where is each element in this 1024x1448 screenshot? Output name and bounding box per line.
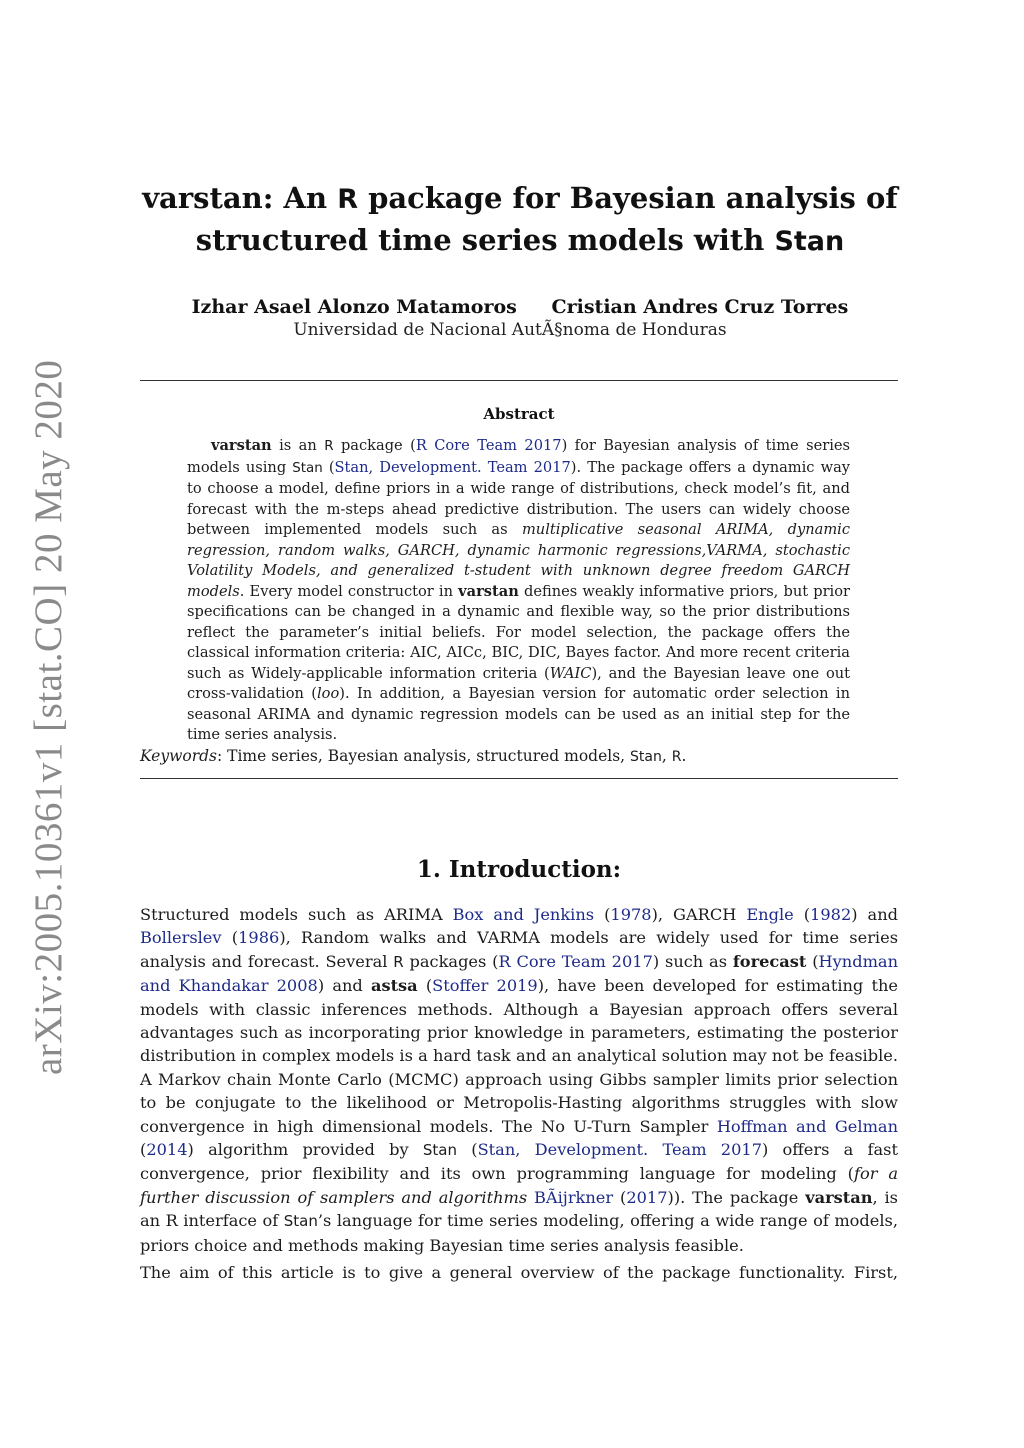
package-name: varstan bbox=[458, 582, 519, 600]
author-name: Cristian Andres Cruz Torres bbox=[551, 296, 849, 318]
citation-link[interactable]: R Core Team 2017 bbox=[415, 437, 562, 454]
abstract-text: varstan is an R package (R Core Team 2017) for Bayesian analysis of time series models using Stan (Stan, Development. Team 2017). The package offers a dynamic way to choose a model, define priors in a wide range of distributions, check model’s fit, and forecast with the m-steps ahead predictive distribution. The users can widely choose between implemented models such as multiplicative seasonal ARIMA, dynamic regression, random walks, GARCH, dynamic harmonic regressions,VARMA, stochastic Volatility Models, and generalized t-student with unknown degree freedom GARCH models. Every model constructor in varstan defines weakly informative priors, but prior specifications can be changed in a dynamic and flexible way, so the prior distributions reflect the parameter’s initial beliefs. For model selection, the package offers the classical information criteria: AIC, AICc, BIC, DIC, Bayes factor. And more recent criteria such as Widely-applicable information criteria (WAIC), and the Bayesian leave one out cross-validation (loo). In addition, a Bayesian version for automatic order selection in seasonal ARIMA and dynamic regression models can be used as an initial step for the time series analysis. bbox=[187, 437, 851, 743]
citation-link[interactable]: 1978 bbox=[610, 905, 652, 924]
intro-paragraph: The aim of this article is to give a general overview of the package functionality. First, bbox=[140, 1263, 898, 1282]
title-package-name: varstan: bbox=[142, 181, 274, 215]
citation-link[interactable]: Hoffman and Gelman bbox=[716, 1116, 898, 1136]
section-heading: 1. Introduction: bbox=[416, 856, 622, 883]
arxiv-identifier-stamp: arXiv:2005.10361v1 [stat.CO] 20 May 2020 bbox=[27, 359, 70, 1075]
abstract-top-rule bbox=[140, 380, 898, 381]
citation-link[interactable]: 1986 bbox=[238, 928, 280, 948]
title-r-logo: R bbox=[337, 184, 359, 215]
citation-link[interactable]: Engle bbox=[746, 905, 794, 924]
citation-link[interactable]: 2014 bbox=[146, 1140, 188, 1160]
citation-link[interactable]: Stan, Development. Team 2017 bbox=[334, 458, 571, 476]
author-name: Izhar Asael Alonzo Matamoros bbox=[191, 296, 517, 318]
author-list bbox=[140, 296, 900, 318]
package-name: astsa bbox=[370, 976, 418, 996]
keywords-line: Keywords: Time series, Bayesian analysis, structured models, Stan, R. bbox=[140, 747, 687, 765]
abstract-heading: Abstract bbox=[483, 405, 555, 423]
citation-link[interactable]: Hyndman and Khandakar 2008 bbox=[140, 951, 898, 996]
citation-link[interactable]: BÃijrkner bbox=[534, 1187, 614, 1207]
citation-link[interactable]: R Core Team 2017 bbox=[498, 951, 653, 971]
package-name: varstan bbox=[211, 437, 272, 454]
citation-link[interactable]: Stan, Development. Team 2017 bbox=[477, 1140, 762, 1160]
citation-link[interactable]: Box and Jenkins bbox=[452, 905, 595, 924]
citation-link[interactable]: Stoffer 2019 bbox=[432, 976, 538, 996]
paper-title: varstan: An R package for Bayesian analysis of structured time series models with Stan bbox=[142, 181, 898, 257]
package-name: forecast bbox=[732, 951, 807, 971]
citation-link[interactable]: 1982 bbox=[810, 905, 852, 924]
keywords-label: Keywords bbox=[140, 747, 217, 765]
title-stan-name: Stan bbox=[774, 226, 845, 257]
citation-link[interactable]: Bollerslev bbox=[140, 928, 222, 948]
author-affiliation: Universidad de Nacional AutÃ§noma de Honduras bbox=[293, 320, 727, 340]
citation-link[interactable]: 2017 bbox=[626, 1187, 668, 1207]
package-name: varstan bbox=[805, 1187, 873, 1207]
intro-paragraph: Structured models such as ARIMA Box and Jenkins (1978), GARCH Engle (1982) and Bollerslev (1986), Random walks and VARMA models are widely used for time series analysis and forecast. Several R packages (R Core Team 2017) such as forecast (Hyndman and Khandakar 2008) and astsa (Stoffer 2019), have been developed for estimating the models with classic inferences methods. Although a Bayesian approach offers several advantages such as incorporating prior knowledge in parameters, estimating the posterior distribution in complex models is a hard task and an analytical solution may not be feasible. A Markov chain Monte Carlo (MCMC) approach using Gibbs sampler limits prior selection to be conjugate to the likelihood or Metropolis-Hasting algorithms struggles with slow convergence in high dimensional models. The No U-Turn Sampler Hoffman and Gelman (2014) algorithm provided by Stan (Stan, Development. Team 2017) offers a fast convergence, prior flexibility and its own programming language for modeling (for a further discussion of samplers and algorithms BÃijrkner (2017)). The package varstan, is an R interface of Stan’s language for time series modeling, offering a wide range of models, priors choice and methods making Bayesian time series analysis feasible. bbox=[140, 905, 898, 1255]
abstract-bottom-rule bbox=[140, 778, 898, 779]
